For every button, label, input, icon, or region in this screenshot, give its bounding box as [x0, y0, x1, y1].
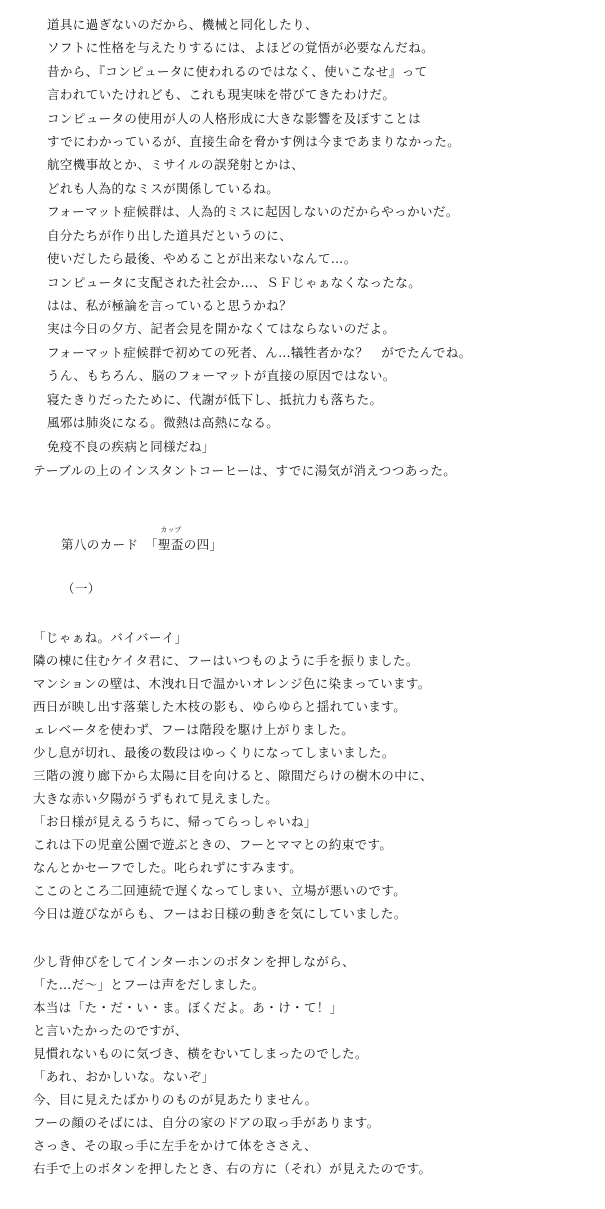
chapter-heading-suffix: の四」	[183, 537, 223, 552]
text-line: どれも人為的なミスが関係しているね。	[47, 181, 280, 196]
text-line: さっき、その取っ手に左手をかけて体をささえ、	[33, 1138, 318, 1153]
text-line: 「じゃぁね。バイバーイ」	[33, 630, 188, 645]
narration-line: テーブルの上のインスタントコーヒーは、すでに湯気が消えつつあった。	[33, 463, 457, 478]
chapter-ruby	[157, 526, 184, 553]
text-line: 航空機事故とか、ミサイルの誤発射とかは、	[47, 157, 305, 172]
text-line: 実は今日の夕方、記者会見を開かなくてはならないのだよ。	[47, 321, 396, 336]
text-line: 寝たきりだったために、代謝が低下し、抵抗力も落ちた。	[47, 392, 383, 407]
text-line: 今、目に見えたばかりのものが見あたりません。	[33, 1092, 318, 1107]
text-line: 昔から、『コンピュータに使われるのではなく、使いこなせ』って	[47, 64, 428, 79]
chapter-heading	[61, 526, 223, 553]
text-line: ここのところ二回連続で遅くなってしまい、立場が悪いのです。	[33, 883, 407, 898]
text-line: うん、もちろん、脳のフォーマットが直接の原因ではない。	[47, 368, 396, 383]
text-line: 隣の棟に住むケイタ君に、フーはいつものように手を振りました。	[33, 653, 419, 668]
text-line: 大きな赤い夕陽がうずもれて見えました。	[33, 791, 279, 806]
text-line: 三階の渡り廊下から太陽に目を向けると、隙間だらけの樹木の中に、	[33, 768, 433, 783]
text-line: フーの顔のそばには、自分の家のドアの取っ手があります。	[33, 1115, 380, 1130]
text-line: フォーマット症候群は、人為的ミスに起因しないのだからやっかいだ。	[47, 204, 459, 219]
text-line: と言いたかったのですが、	[33, 1023, 188, 1038]
text-line: コンピュータに支配された社会か…、ＳＦじゃぁなくなったな。	[47, 275, 422, 290]
text-line: 免疫不良の疾病と同様だね」	[47, 439, 215, 454]
chapter-heading-prefix: 第八のカード 「	[61, 537, 158, 552]
text-line: すでにわかっているが、直接生命を脅かす例は今まであまりなかった。	[47, 134, 461, 149]
text-line: 西日が映し出す落葉した木枝の影も、ゆらゆらと揺れています。	[33, 699, 407, 714]
text-line: 使いだしたら最後、やめることが出来ないなんて…。	[47, 251, 357, 266]
text-line: 「た…だ～」とフーは声をだしました。	[33, 977, 265, 992]
text-line: 少し息が切れ、最後の数段はゆっくりになってしまいました。	[33, 745, 395, 760]
text-line: 言われていたけれども、これも現実味を帯びてきたわけだ。	[47, 87, 396, 102]
text-line: 見慣れないものに気づき、横をむいてしまったのでした。	[33, 1046, 368, 1061]
text-line: なんとかセーフでした。叱られずにすみます。	[33, 860, 303, 875]
text-line: 「お日様が見えるうちに、帰ってらっしゃいね」	[33, 814, 317, 829]
text-line: 今日は遊びながらも、フーはお日様の動きを気にしていました。	[33, 906, 407, 921]
text-line: 自分たちが作り出した道具だというのに、	[47, 228, 293, 243]
text-line: 風邪は肺炎になる。微熱は高熱になる。	[47, 415, 280, 430]
text-line: コンピュータの使用が人の人格形成に大きな影響を及ぼすことは	[47, 111, 422, 126]
text-line: ェレベータを使わず、フーは階段を駆け上がりました。	[33, 722, 355, 737]
text-line: 本当は「た・だ・い・ま。ぼくだよ。あ・け・て！」	[33, 1000, 343, 1015]
text-line: ソフトに性格を与えたりするには、よほどの覚悟が必要なんだね。	[47, 40, 435, 55]
text-line: これは下の児童公園で遊ぶときの、フーとママとの約束です。	[33, 837, 393, 852]
section-number: （一）	[62, 581, 101, 596]
text-line: フォーマット症候群で初めての死者、ん…犠牲者かな？ がでたんでね。	[47, 345, 472, 360]
text-line: はは、私が極論を言っていると思うかね？	[47, 298, 293, 313]
text-line: 少し背伸びをしてインターホンのボタンを押しながら、	[33, 954, 356, 969]
chapter-ruby-base: 聖盃	[157, 537, 184, 552]
text-line: 道具に過ぎないのだから、機械と同化したり、	[47, 17, 318, 32]
text-line: 右手で上のボタンを押したとき、右の方に（それ）が見えたのです。	[33, 1161, 432, 1176]
text-line: 「あれ、おかしいな。ないぞ」	[33, 1069, 215, 1084]
text-line: マンションの壁は、木洩れ日で温かいオレンジ色に染まっています。	[33, 676, 431, 691]
chapter-ruby-reading: カップ	[160, 526, 182, 534]
